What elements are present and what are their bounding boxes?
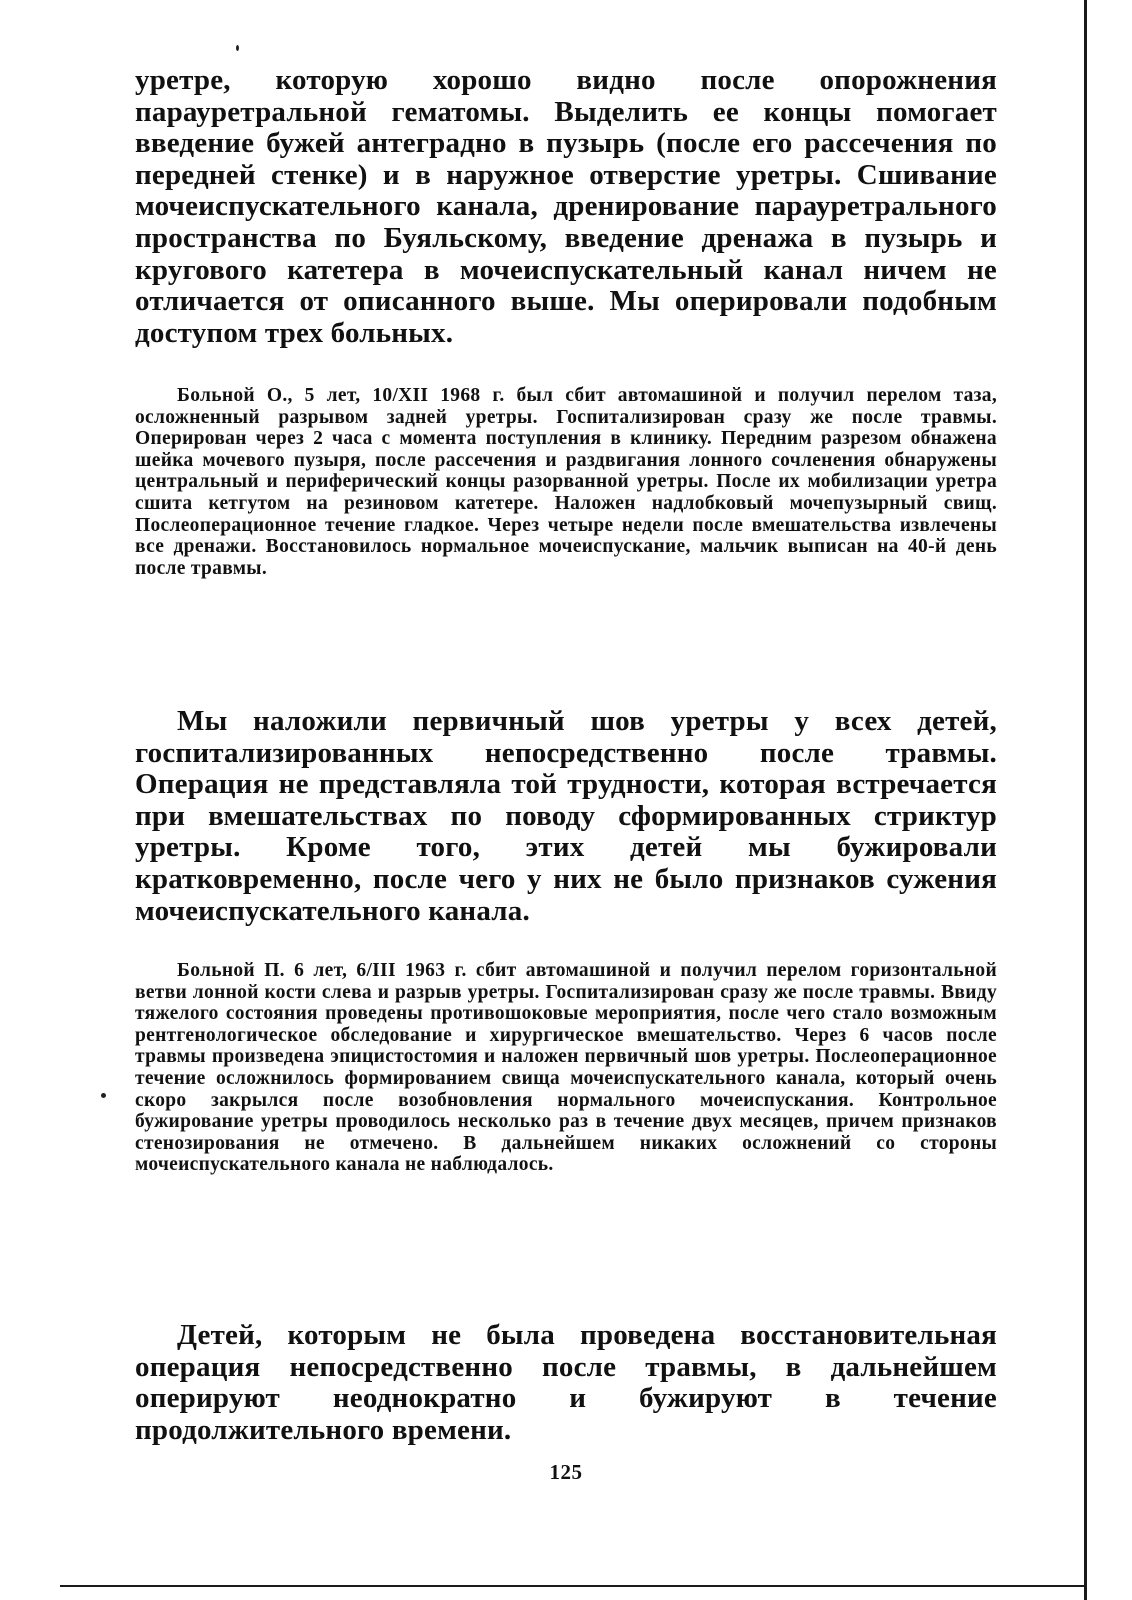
page-number: 125: [549, 1460, 583, 1484]
case-report-patient-o: Больной О., 5 лет, 10/XII 1968 г. был сбит автомашиной и получил перелом таза, осложненный разрывом задней уретры. Госпитализирован сразу же после травмы. Оперирован через 2 часа с момента поступления в клинику. Передним разрезом обнажена шейка мочевого пузыря, после рассечения и раздвигания лонного сочленения обнаружены центральный и периферический концы разорванной уретры. После их мобилизации уретра сшита кетгутом на резиновом катетере. Наложен надлобковый мочепузырный свищ. Послеоперационное течение гладкое. Через четыре недели после вмешательства извлечены все дренажи. Восстановилось нормальное мочеиспускание, мальчик выписан на 40-й день после травмы.: [135, 385, 997, 579]
paragraph-conclusion: Детей, которым не была проведена восстановительная операция непосредственно после травмы, в дальнейшем оперируют неоднократно и бужируют в течение продолжительного времени.: [135, 1319, 997, 1446]
scan-speck: [101, 1093, 106, 1098]
paragraph-primary-suture: Мы наложили первичный шов уретры у всех детей, госпитализированных непосредственно после травмы. Операция не представляла той трудности, которая встречается при вмешательствах по поводу сформированных стриктур уретры. Кроме того, этих детей мы бужировали кратковременно, после чего у них не было признаков сужения мочеиспускательного канала.: [135, 705, 997, 927]
case-report-patient-p: Больной П. 6 лет, 6/III 1963 г. сбит автомашиной и получил перелом горизонтальной ветви лонной кости слева и разрыв уретры. Госпитализирован сразу же после травмы. Ввиду тяжелого состояния проведены противошоковые мероприятия, после чего стало возможным рентгенологическое обследование и хирургическое вмешательство. Через 6 часов после травмы произведена эпицистостомия и наложен первичный шов уретры. Послеоперационное течение осложнилось формированием свища мочеиспускательного канала, который очень скоро закрылся после возобновления нормального мочеиспускания. Контрольное бужирование уретры проводилось несколько раз в течение двух месяцев, причем признаков стенозирования не отмечено. В дальнейшем никаких осложнений со стороны мочеиспускательного канала не наблюдалось.: [135, 960, 997, 1176]
scan-edge-bottom: [60, 1585, 1086, 1587]
scan-edge-right: [1084, 0, 1087, 1600]
scan-speck: [236, 45, 239, 51]
paragraph-continuation: уретре, которую хорошо видно после опорожнения парауретральной гематомы. Выделить ее концы помогает введение бужей антеградно в пузырь (после его рассечения по передней стенке) и в наружное отверстие уретры. Сшивание мочеиспускательного канала, дренирование парауретрального пространства по Буяльскому, введение дренажа в пузырь и кругового катетера в мочеиспускательный канал ничем не отличается от описанного выше. Мы оперировали подобным доступом трех больных.: [135, 64, 997, 349]
